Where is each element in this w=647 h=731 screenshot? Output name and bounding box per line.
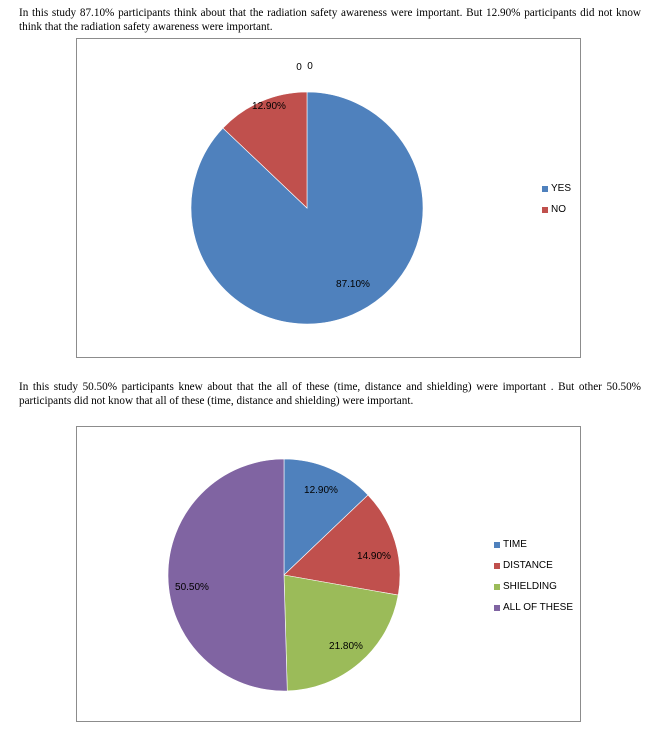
- legend-label-all-of-these: ALL OF THESE: [503, 602, 574, 613]
- legend-swatch-yes: [542, 186, 548, 192]
- data-label-time: 12.90%: [304, 485, 338, 496]
- legend-item-time: [494, 534, 573, 555]
- pie-slice-all-of-these: [168, 459, 287, 691]
- legend-swatch-no: [542, 207, 548, 213]
- legend-swatch-distance: [494, 563, 500, 569]
- legend-1: [542, 178, 571, 220]
- legend-swatch-shielding: [494, 584, 500, 590]
- data-label-yes: 87.10%: [336, 279, 370, 290]
- data-label-no: 12.90%: [252, 101, 286, 112]
- legend-label-distance: DISTANCE: [503, 560, 553, 571]
- legend-label-shielding: SHIELDING: [503, 581, 557, 592]
- data-label-all-of-these: 50.50%: [175, 582, 209, 593]
- pie-slice-shielding: [284, 575, 398, 691]
- data-label-distance: 14.90%: [357, 551, 391, 562]
- legend-swatch-time: [494, 542, 500, 548]
- legend-item-shielding: [494, 576, 573, 597]
- legend-item-no: [542, 199, 571, 220]
- legend-swatch-all-of-these: [494, 605, 500, 611]
- paragraph-2: In this study 50.50% participants knew about that the all of these (time, distance and shielding) were important . But other 50.50% participants did not know that all of these (time, distance and shielding) were important.: [19, 381, 641, 407]
- legend-label-yes: YES: [551, 183, 572, 194]
- data-label-slice-2: 0: [296, 62, 302, 73]
- legend-label-time: TIME: [503, 539, 527, 550]
- data-label-shielding: 21.80%: [329, 641, 363, 652]
- pie-chart-methods: [76, 426, 581, 722]
- legend-item-distance: [494, 555, 573, 576]
- legend-label-no: NO: [551, 204, 566, 215]
- data-label-slice-3: 0: [307, 61, 313, 72]
- pie-chart-awareness: [76, 38, 581, 358]
- legend-item-yes: [542, 178, 571, 199]
- pie-chart-1-svg: [77, 39, 582, 359]
- legend-item-all-of-these: [494, 597, 573, 618]
- legend-2: [494, 534, 573, 618]
- paragraph-1: In this study 87.10% participants think about that the radiation safety awareness were important. But 12.90% participants did not know think that the radiation safety awareness were important.: [19, 7, 641, 33]
